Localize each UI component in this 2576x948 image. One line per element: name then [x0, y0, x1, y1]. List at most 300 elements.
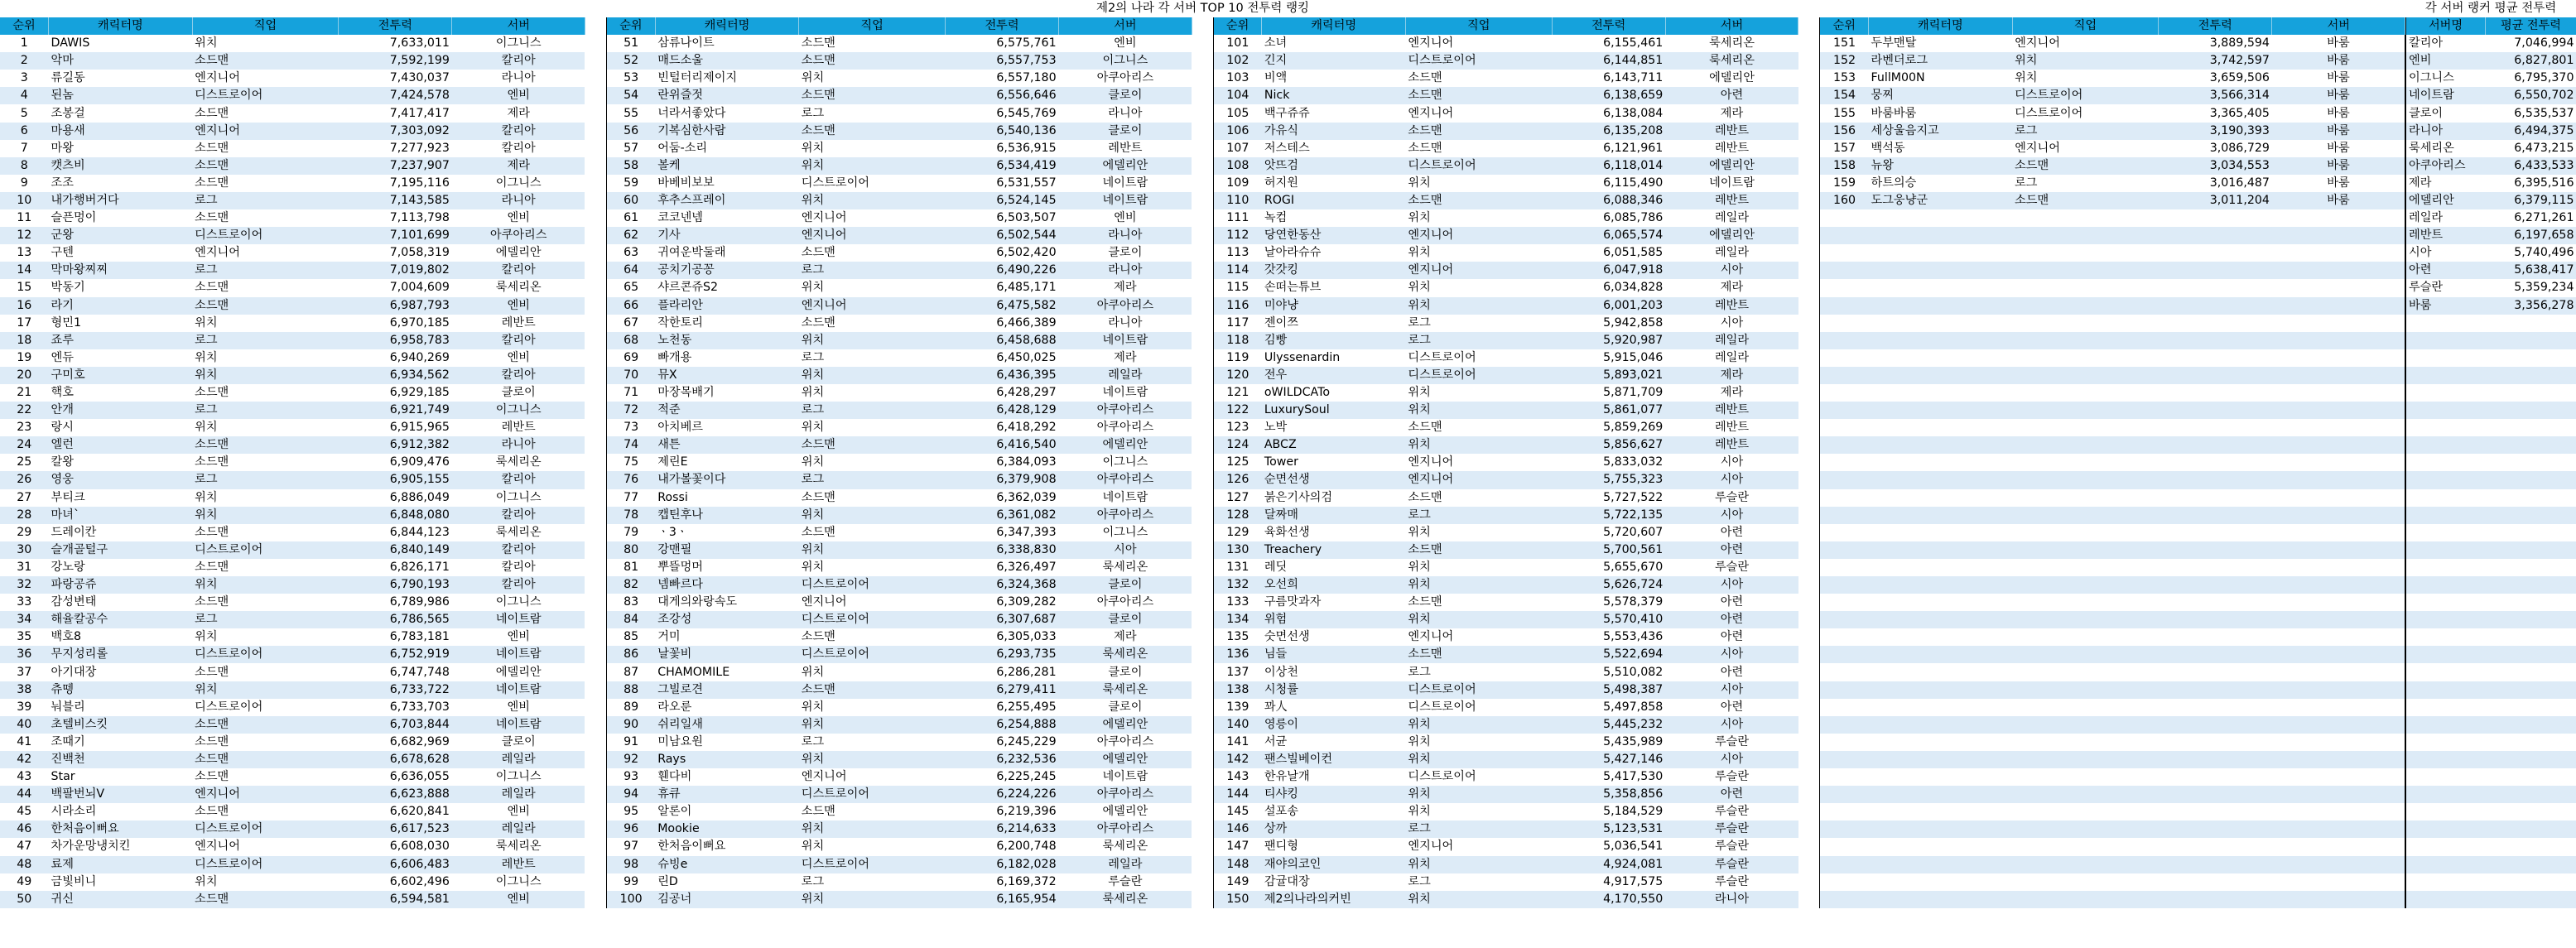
average-power-cell[interactable]	[2486, 402, 2576, 419]
power-cell[interactable]	[2159, 611, 2272, 628]
power-cell[interactable]: 6,428,297	[996, 386, 1057, 400]
power-cell[interactable]: 5,497,858	[1603, 700, 1664, 714]
class-cell[interactable]	[2012, 838, 2159, 855]
character-name-cell[interactable]	[1869, 315, 2013, 332]
character-name-cell[interactable]	[1869, 384, 2013, 402]
rank-cell[interactable]	[1820, 244, 1869, 262]
character-name-cell[interactable]: Tower	[1264, 455, 1298, 469]
class-cell[interactable]	[2012, 559, 2159, 576]
power-cell[interactable]: 6,169,372	[996, 874, 1057, 888]
server-name-cell[interactable]	[2406, 594, 2486, 611]
rank-cell[interactable]: 85	[624, 630, 639, 644]
average-power-cell[interactable]	[2486, 454, 2576, 471]
power-cell[interactable]: 5,358,856	[1552, 786, 1665, 803]
server-cell[interactable]	[2272, 349, 2405, 367]
class-cell[interactable]: 위치	[2012, 52, 2159, 70]
character-name-cell[interactable]: 료제	[49, 856, 193, 873]
character-name-cell[interactable]: 핵호	[51, 386, 74, 400]
character-name-cell[interactable]: 라오룬	[657, 700, 692, 714]
class-cell[interactable]: 위치	[801, 281, 825, 295]
rank-cell[interactable]: 73	[624, 421, 639, 435]
class-cell[interactable]: 위치	[192, 576, 339, 594]
server-cell[interactable]: 라니아	[1059, 227, 1192, 244]
server-name-cell[interactable]	[2406, 873, 2486, 891]
class-cell[interactable]: 위치	[1408, 525, 1431, 539]
server-name-cell[interactable]	[2406, 576, 2486, 594]
server-cell[interactable]: 아련	[1665, 541, 1798, 559]
rank-cell[interactable]: 43	[17, 770, 32, 784]
power-cell[interactable]: 6,594,581	[339, 891, 452, 908]
server-cell[interactable]: 칼리아	[452, 123, 585, 140]
rank-cell[interactable]: 28	[0, 507, 49, 524]
rank-cell[interactable]: 64	[607, 262, 656, 279]
rank-cell[interactable]: 140	[1213, 716, 1262, 734]
server-cell[interactable]: 엔비	[507, 630, 530, 644]
power-cell[interactable]: 6,085,786	[1603, 211, 1664, 225]
character-name-cell[interactable]: 란위즐젓	[655, 87, 799, 104]
power-cell[interactable]: 6,165,954	[945, 891, 1058, 908]
power-cell[interactable]: 7,195,116	[389, 176, 450, 190]
server-cell[interactable]	[2272, 803, 2405, 820]
power-cell[interactable]: 6,789,986	[389, 595, 450, 609]
power-cell[interactable]	[2159, 227, 2272, 244]
character-name-cell[interactable]: 플라리안	[655, 297, 799, 315]
average-power-cell[interactable]	[2486, 699, 2576, 716]
class-cell[interactable]: 위치	[1408, 211, 1431, 225]
class-cell[interactable]: 디스트로이어	[192, 646, 339, 663]
character-name-cell[interactable]: 허지원	[1264, 176, 1298, 190]
character-name-cell[interactable]: 막마왕찌찌	[49, 262, 193, 279]
class-cell[interactable]	[2012, 279, 2159, 296]
character-name-cell[interactable]: 바베비보보	[657, 176, 715, 190]
column-header-class[interactable]: 직업	[799, 17, 946, 35]
character-name-cell[interactable]: 상까	[1262, 820, 1406, 838]
class-cell[interactable]: 엔지니어	[1408, 106, 1454, 120]
server-cell[interactable]	[2272, 507, 2405, 524]
rank-cell[interactable]: 34	[0, 611, 49, 628]
rank-cell[interactable]: 75	[624, 455, 639, 469]
class-cell[interactable]: 소드맨	[195, 595, 229, 609]
rank-cell[interactable]: 135	[1226, 630, 1249, 644]
class-cell[interactable]	[2012, 367, 2159, 384]
character-name-cell[interactable]: 드레이칸	[51, 525, 97, 539]
rank-cell[interactable]	[1820, 227, 1869, 244]
rank-cell[interactable]	[1820, 803, 1869, 820]
class-cell[interactable]: 소드맨	[801, 805, 835, 819]
class-cell[interactable]: 디스트로이어	[799, 576, 946, 594]
character-name-cell[interactable]: 귀신	[49, 891, 193, 908]
character-name-cell[interactable]: 소녀	[1264, 36, 1288, 51]
server-cell[interactable]: 룩세리온	[495, 840, 542, 854]
character-name-cell[interactable]: 삼류나이트	[657, 36, 715, 51]
class-cell[interactable]: 엔지니어	[801, 211, 847, 225]
server-cell[interactable]: 레일라	[1714, 246, 1750, 260]
server-cell[interactable]: 라니아	[452, 192, 585, 209]
class-cell[interactable]: 위치	[799, 751, 946, 768]
server-cell[interactable]: 레반트	[1665, 123, 1798, 140]
class-cell[interactable]: 위치	[1408, 805, 1431, 819]
class-cell[interactable]	[2012, 297, 2159, 315]
character-name-cell[interactable]: 제2의나라의커빈	[1262, 891, 1406, 908]
power-cell[interactable]: 5,722,135	[1552, 507, 1665, 524]
power-cell[interactable]	[2159, 262, 2272, 279]
rank-cell[interactable]: 137	[1226, 665, 1249, 679]
rank-cell[interactable]: 49	[17, 874, 32, 888]
class-cell[interactable]	[2012, 576, 2159, 594]
rank-cell[interactable]	[1820, 716, 1869, 734]
rank-cell[interactable]: 57	[624, 141, 639, 155]
average-power-cell[interactable]	[2486, 367, 2576, 384]
character-name-cell[interactable]: 두부맨탈	[1871, 36, 1917, 51]
column-header-rank[interactable]: 순위	[0, 17, 49, 35]
server-name-cell[interactable]	[2406, 751, 2486, 768]
character-name-cell[interactable]: 백석동	[1871, 141, 1905, 155]
average-power-cell[interactable]	[2486, 507, 2576, 524]
server-cell[interactable]: 바룸	[2327, 106, 2350, 120]
class-cell[interactable]: 위치	[195, 490, 218, 504]
character-name-cell[interactable]: 감성변태	[51, 595, 97, 609]
rank-cell[interactable]: 27	[17, 490, 32, 504]
power-cell[interactable]: 4,917,575	[1603, 874, 1664, 888]
class-cell[interactable]: 위치	[1408, 560, 1431, 574]
class-cell[interactable]: 소드맨	[195, 455, 229, 469]
rank-cell[interactable]: 12	[0, 227, 49, 244]
power-cell[interactable]: 6,279,411	[945, 681, 1058, 699]
server-cell[interactable]: 바룸	[2272, 87, 2405, 104]
class-cell[interactable]: 로그	[192, 611, 339, 628]
power-cell[interactable]: 3,659,506	[2209, 71, 2270, 85]
power-cell[interactable]: 6,051,585	[1603, 246, 1664, 260]
class-cell[interactable]	[2012, 315, 2159, 332]
class-cell[interactable]: 로그	[801, 106, 825, 120]
character-name-cell[interactable]: 위험	[1262, 611, 1406, 628]
server-name-cell[interactable]	[2406, 611, 2486, 628]
character-name-cell[interactable]: 금빛비니	[51, 874, 97, 888]
column-header-server[interactable]: 서버	[452, 17, 585, 35]
character-name-cell[interactable]: 세상울음지고	[1869, 123, 2013, 140]
server-cell[interactable]: 아련	[1720, 700, 1744, 714]
character-name-cell[interactable]: 슬픈멍이	[51, 211, 97, 225]
class-cell[interactable]: 로그	[1408, 315, 1431, 330]
class-cell[interactable]: 소드맨	[195, 525, 229, 539]
character-name-cell[interactable]: 서균	[1264, 734, 1288, 748]
character-name-cell[interactable]: 하트의승	[1871, 176, 1917, 190]
power-cell[interactable]: 6,636,055	[389, 770, 450, 784]
character-name-cell[interactable]	[1869, 332, 2013, 349]
power-cell[interactable]: 6,958,783	[339, 332, 452, 349]
class-cell[interactable]: 위치	[1405, 297, 1552, 315]
power-cell[interactable]: 6,490,226	[945, 262, 1058, 279]
class-cell[interactable]: 소드맨	[195, 176, 229, 190]
class-cell[interactable]: 위치	[799, 367, 946, 384]
rank-cell[interactable]: 56	[607, 123, 656, 140]
power-cell[interactable]: 6,844,123	[389, 525, 450, 539]
character-name-cell[interactable]	[1869, 873, 2013, 891]
class-cell[interactable]: 디스트로이어	[192, 541, 339, 559]
power-cell[interactable]: 6,608,030	[389, 840, 450, 854]
server-name-cell[interactable]	[2406, 402, 2486, 419]
character-name-cell[interactable]	[1869, 297, 2013, 315]
rank-cell[interactable]: 96	[607, 820, 656, 838]
rank-cell[interactable]	[1820, 332, 1869, 349]
class-cell[interactable]: 디스트로이어	[799, 646, 946, 663]
character-name-cell[interactable]: 마용새	[49, 123, 193, 140]
average-power-cell[interactable]: 6,379,115	[2486, 192, 2576, 209]
class-cell[interactable]	[2012, 820, 2159, 838]
class-cell[interactable]: 소드맨	[195, 805, 229, 819]
rank-cell[interactable]: 149	[1226, 874, 1249, 888]
class-cell[interactable]: 소드맨	[1408, 71, 1442, 85]
class-cell[interactable]: 엔지니어	[192, 123, 339, 140]
class-cell[interactable]: 위치	[195, 630, 218, 644]
class-cell[interactable]: 소드맨	[195, 734, 229, 748]
server-cell[interactable]: 아쿠아리스	[1059, 297, 1192, 315]
server-name-cell[interactable]	[2406, 891, 2486, 908]
server-cell[interactable]: 칼리아	[452, 262, 585, 279]
class-cell[interactable]: 엔지니어	[799, 227, 946, 244]
class-cell[interactable]: 엔지니어	[799, 297, 946, 315]
character-name-cell[interactable]: 기사	[655, 227, 799, 244]
character-name-cell[interactable]	[1869, 507, 2013, 524]
column-header-power[interactable]: 전투력	[339, 17, 452, 35]
rank-cell[interactable]: 131	[1226, 560, 1249, 574]
class-cell[interactable]: 위치	[799, 507, 946, 524]
class-cell[interactable]: 소드맨	[195, 211, 229, 225]
class-cell[interactable]: 위치	[801, 455, 825, 469]
rank-cell[interactable]: 51	[624, 36, 639, 51]
server-cell[interactable]: 칼리아	[452, 332, 585, 349]
column-header-rank[interactable]: 순위	[1213, 17, 1262, 35]
class-cell[interactable]: 소드맨	[195, 386, 229, 400]
power-cell[interactable]: 5,700,561	[1552, 541, 1665, 559]
class-cell[interactable]: 위치	[801, 71, 825, 85]
class-cell[interactable]: 위치	[1405, 611, 1552, 628]
rank-cell[interactable]	[1820, 419, 1869, 436]
character-name-cell[interactable]: 한유날개	[1264, 770, 1310, 784]
power-cell[interactable]	[2159, 402, 2272, 419]
server-name-cell[interactable]: 바룸	[2406, 297, 2486, 315]
class-cell[interactable]: 소드맨	[801, 36, 835, 51]
server-cell[interactable]: 아쿠아리스	[1096, 421, 1154, 435]
class-cell[interactable]: 위치	[1408, 734, 1431, 748]
server-cell[interactable]: 아쿠아리스	[1096, 71, 1154, 85]
server-cell[interactable]: 라니아	[1059, 262, 1192, 279]
character-name-cell[interactable]: 된놈	[49, 87, 193, 104]
class-cell[interactable]: 로그	[799, 402, 946, 419]
rank-cell[interactable]	[1820, 209, 1869, 227]
server-name-cell[interactable]	[2406, 419, 2486, 436]
power-cell[interactable]: 6,338,830	[945, 541, 1058, 559]
server-cell[interactable]: 엔비	[452, 87, 585, 104]
rank-cell[interactable]: 54	[607, 87, 656, 104]
power-cell[interactable]: 6,790,193	[339, 576, 452, 594]
server-cell[interactable]: 레일라	[452, 820, 585, 838]
rank-cell[interactable]: 42	[0, 751, 49, 768]
character-name-cell[interactable]	[1869, 349, 2013, 367]
character-name-cell[interactable]: 앗뜨검	[1262, 157, 1406, 175]
server-name-cell[interactable]	[2406, 349, 2486, 367]
class-cell[interactable]: 소드맨	[195, 141, 229, 155]
rank-cell[interactable]: 65	[624, 281, 639, 295]
server-cell[interactable]: 클로이	[1108, 665, 1143, 679]
server-cell[interactable]: 네이트람	[1102, 490, 1148, 504]
rank-cell[interactable]: 79	[624, 525, 639, 539]
class-cell[interactable]	[2012, 768, 2159, 786]
rank-cell[interactable]: 9	[20, 176, 28, 190]
rank-cell[interactable]: 15	[17, 281, 32, 295]
power-cell[interactable]: 4,170,550	[1552, 891, 1665, 908]
average-power-cell[interactable]: 6,550,702	[2486, 87, 2576, 104]
character-name-cell[interactable]	[1869, 489, 2013, 507]
character-name-cell[interactable]: 한처음이뻐요	[657, 840, 726, 854]
character-name-cell[interactable]	[1869, 768, 2013, 786]
power-cell[interactable]: 6,155,461	[1603, 36, 1664, 51]
power-cell[interactable]: 6,733,703	[389, 700, 450, 714]
power-cell[interactable]: 3,566,314	[2159, 87, 2272, 104]
class-cell[interactable]: 소드맨	[195, 106, 229, 120]
server-name-cell[interactable]	[2406, 646, 2486, 663]
power-cell[interactable]: 5,920,987	[1552, 332, 1665, 349]
character-name-cell[interactable]	[1869, 681, 2013, 699]
class-cell[interactable]: 소드맨	[1405, 87, 1552, 104]
rank-cell[interactable]: 94	[607, 786, 656, 803]
rank-cell[interactable]: 60	[607, 192, 656, 209]
rank-cell[interactable]: 4	[0, 87, 49, 104]
character-name-cell[interactable]	[1869, 524, 2013, 541]
character-name-cell[interactable]: 아치베르	[657, 421, 704, 435]
class-cell[interactable]: 엔지니어	[1405, 471, 1552, 488]
class-cell[interactable]: 소드맨	[192, 716, 339, 734]
class-cell[interactable]: 위치	[801, 560, 825, 574]
power-cell[interactable]: 6,786,565	[339, 611, 452, 628]
character-name-cell[interactable]: 뮤X	[655, 367, 799, 384]
power-cell[interactable]: 4,924,081	[1552, 856, 1665, 873]
class-cell[interactable]	[2012, 611, 2159, 628]
class-cell[interactable]: 소드맨	[1408, 595, 1442, 609]
rank-cell[interactable]: 147	[1226, 840, 1249, 854]
rank-cell[interactable]: 144	[1213, 786, 1262, 803]
class-cell[interactable]: 디스트로이어	[1405, 52, 1552, 70]
rank-cell[interactable]: 20	[0, 367, 49, 384]
server-cell[interactable]: 라니아	[501, 71, 536, 85]
class-cell[interactable]: 디스트로이어	[192, 856, 339, 873]
rank-cell[interactable]: 119	[1226, 350, 1249, 364]
class-cell[interactable]	[2012, 332, 2159, 349]
character-name-cell[interactable]	[1869, 227, 2013, 244]
character-name-cell[interactable]: 노박	[1264, 421, 1288, 435]
power-cell[interactable]: 6,347,393	[996, 525, 1057, 539]
class-cell[interactable]: 로그	[801, 874, 825, 888]
server-name-cell[interactable]: 레일라	[2409, 211, 2444, 225]
class-cell[interactable]: 위치	[195, 350, 218, 364]
rank-cell[interactable]: 88	[607, 681, 656, 699]
power-cell[interactable]	[2159, 332, 2272, 349]
server-name-cell[interactable]: 룩세리온	[2409, 141, 2454, 155]
character-name-cell[interactable]: 파랑공쥬	[49, 576, 193, 594]
server-cell[interactable]: 시아	[1665, 681, 1798, 699]
server-cell[interactable]	[2272, 402, 2405, 419]
power-cell[interactable]	[2159, 244, 2272, 262]
server-cell[interactable]: 칼리아	[501, 141, 536, 155]
class-cell[interactable]	[2012, 471, 2159, 488]
server-cell[interactable]: 룩세리온	[1059, 681, 1192, 699]
server-name-cell[interactable]: 아련	[2406, 262, 2486, 279]
character-name-cell[interactable]: 당연한동산	[1262, 227, 1406, 244]
class-cell[interactable]: 위치	[1408, 386, 1431, 400]
power-cell[interactable]	[2159, 786, 2272, 803]
power-cell[interactable]: 3,889,594	[2209, 36, 2270, 51]
server-cell[interactable]: 레일라	[1059, 856, 1192, 873]
rank-cell[interactable]: 5	[20, 106, 28, 120]
class-cell[interactable]	[2012, 856, 2159, 873]
server-cell[interactable]: 에델리안	[495, 665, 542, 679]
rank-cell[interactable]: 156	[1820, 123, 1869, 140]
rank-cell[interactable]	[1820, 367, 1869, 384]
power-cell[interactable]: 5,856,627	[1552, 436, 1665, 454]
class-cell[interactable]: 디스트로이어	[1408, 770, 1476, 784]
class-cell[interactable]: 디스트로이어	[1408, 350, 1476, 364]
rank-cell[interactable]: 126	[1213, 471, 1262, 488]
character-name-cell[interactable]: FullM00N	[1871, 71, 1925, 85]
character-name-cell[interactable]: 해율칼공수	[49, 611, 193, 628]
power-cell[interactable]: 6,305,033	[996, 630, 1057, 644]
server-cell[interactable]	[2272, 768, 2405, 786]
class-cell[interactable]: 위치	[799, 820, 946, 838]
server-name-cell[interactable]	[2406, 768, 2486, 786]
rank-cell[interactable]: 83	[624, 595, 639, 609]
class-cell[interactable]: 소드맨	[1405, 123, 1552, 140]
server-name-cell[interactable]	[2406, 315, 2486, 332]
class-cell[interactable]	[2012, 663, 2159, 681]
rank-cell[interactable]: 110	[1213, 192, 1262, 209]
server-cell[interactable]: 네이트람	[452, 646, 585, 663]
power-cell[interactable]: 6,034,828	[1603, 281, 1664, 295]
server-cell[interactable]: 네이트람	[1059, 332, 1192, 349]
class-cell[interactable]: 소드맨	[1408, 141, 1442, 155]
rank-cell[interactable]	[1820, 611, 1869, 628]
column-header-server[interactable]: 서버	[1059, 17, 1192, 35]
rank-cell[interactable]: 95	[624, 805, 639, 819]
average-power-cell[interactable]	[2486, 681, 2576, 699]
character-name-cell[interactable]: 쉬리일새	[655, 716, 799, 734]
power-cell[interactable]: 7,004,609	[389, 281, 450, 295]
rank-cell[interactable]: 102	[1213, 52, 1262, 70]
class-cell[interactable]: 소드맨	[801, 525, 835, 539]
character-name-cell[interactable]	[1869, 820, 2013, 838]
rank-cell[interactable]	[1820, 734, 1869, 751]
class-cell[interactable]	[2012, 628, 2159, 646]
server-cell[interactable]: 에델리안	[1059, 716, 1192, 734]
class-cell[interactable]: 위치	[1405, 402, 1552, 419]
power-cell[interactable]	[2159, 541, 2272, 559]
class-cell[interactable]: 엔지니어	[1408, 36, 1454, 51]
server-cell[interactable]: 클로이	[1108, 246, 1143, 260]
server-name-cell[interactable]	[2406, 507, 2486, 524]
server-cell[interactable]	[2272, 873, 2405, 891]
class-cell[interactable]: 디스트로이어	[192, 820, 339, 838]
server-cell[interactable]	[2272, 628, 2405, 646]
server-cell[interactable]: 바룸	[2272, 192, 2405, 209]
average-power-cell[interactable]	[2486, 419, 2576, 436]
server-cell[interactable]: 칼리아	[452, 471, 585, 488]
rank-cell[interactable]: 45	[17, 805, 32, 819]
class-cell[interactable]: 소드맨	[195, 770, 229, 784]
class-cell[interactable]: 디스트로이어	[1405, 367, 1552, 384]
character-name-cell[interactable]	[1869, 611, 2013, 628]
server-cell[interactable]: 이그니스	[1102, 455, 1148, 469]
class-cell[interactable]: 엔지니어	[195, 71, 240, 85]
power-cell[interactable]: 6,575,761	[996, 36, 1057, 51]
